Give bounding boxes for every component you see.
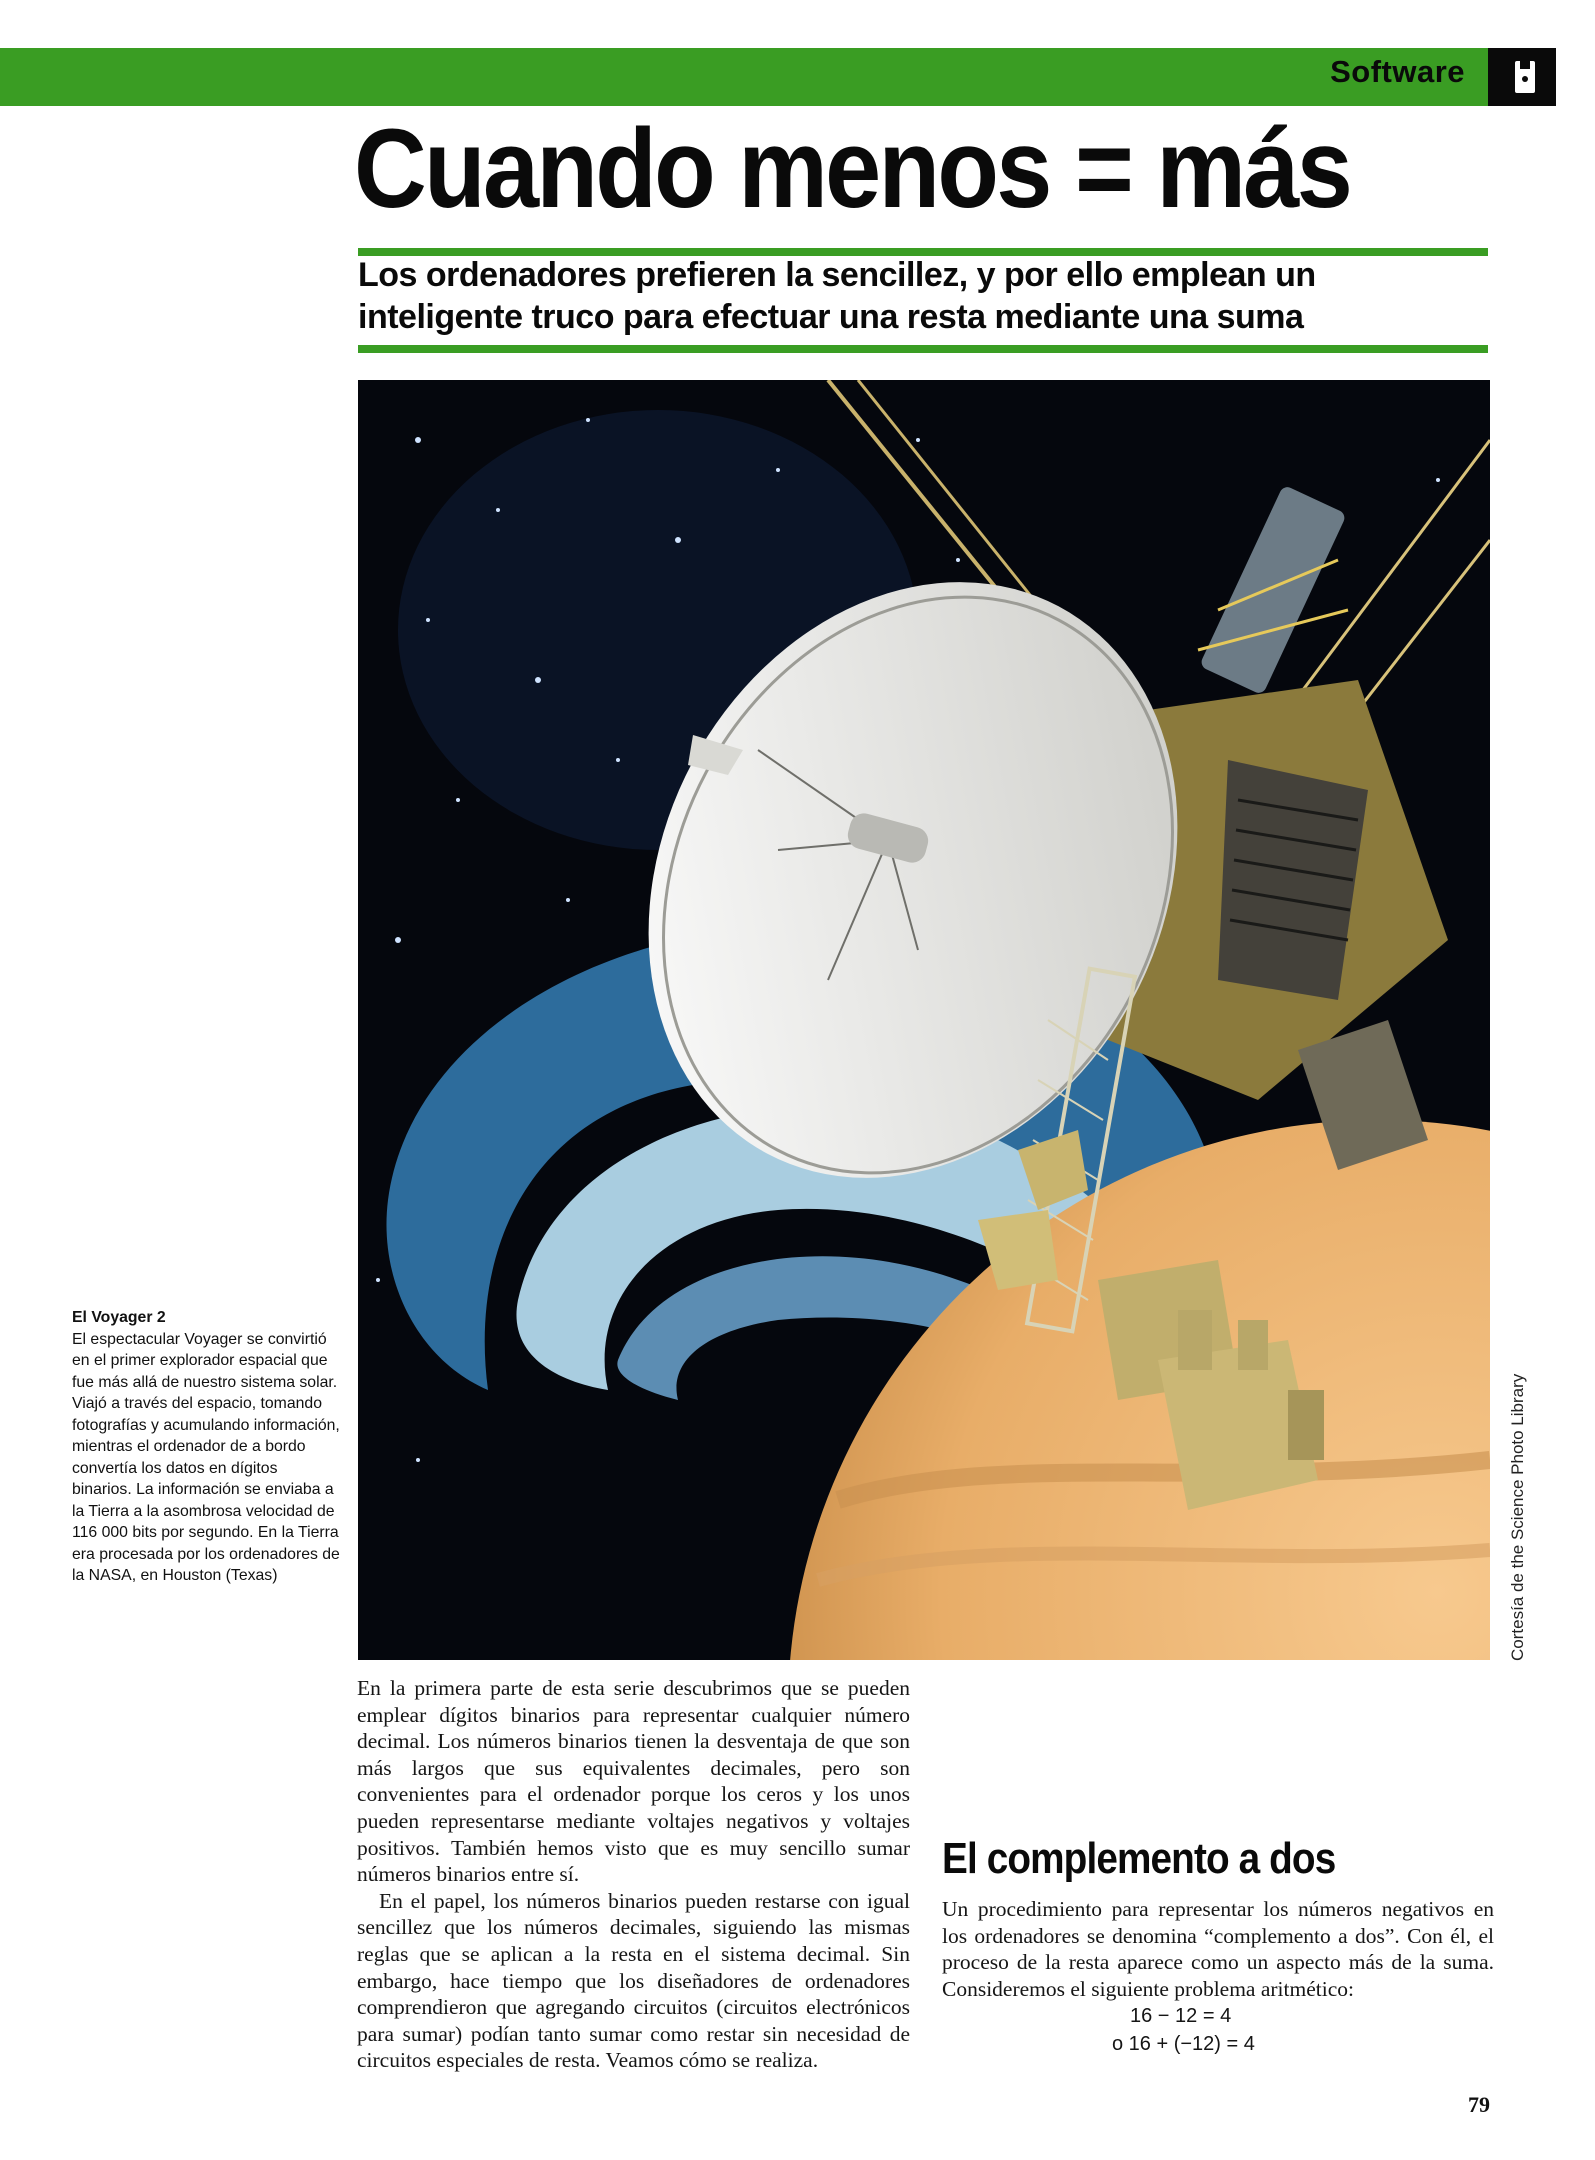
math-line: o 16 + (−12) = 4 xyxy=(1112,2033,1255,2056)
body-paragraph: En la primera parte de esta serie descubrimos que se pueden emplear dígitos binarios para representar cualquier número decimal. Los números binarios tienen la desventaja de que son más largos que sus equivalentes decimales, pero son convenientes para el ordenador porque los ceros y los unos pueden representarse mediante voltajes negativos y voltajes positivos. También hemos visto que es muy sencillo sumar números binarios entre sí. xyxy=(357,1676,910,1887)
body-paragraph: En el papel, los números binarios pueden restarse con igual sencillez que los números decimales, siguiendo las mismas reglas que se aplican a la resta en el sistema decimal. Sin embargo, hace tiempo que los diseñadores de ordenadores comprendieron que agregando circuitos (circuitos electrónicos para sumar) podían tanto sumar como restar sin necesidad de circuitos especiales de resta. Veamos cómo se realiza. xyxy=(357,1888,910,2073)
body-column-left xyxy=(357,1675,910,2074)
caption-text: El espectacular Voyager se convirtió en el primer explorador espacial que fue más allá de nuestro sistema solar. Viajó a través del espacio, tomando fotografías y acumulando información, mientras el ordenador de a bordo convertía los datos en dígitos binarios. La información se enviaba a la Tierra a la asombrosa velocidad de 116 000 bits por segundo. En la Tierra era procesada por los ordenadores de la NASA, en Houston (Texas) xyxy=(72,1330,340,1584)
subtitle-rule-bottom xyxy=(358,345,1488,353)
column-continuation-space xyxy=(942,1675,1494,1782)
photo-caption xyxy=(72,1307,340,1587)
bookmark-icon xyxy=(1488,48,1556,106)
photo-credit: Cortesía de the Science Photo Library xyxy=(1508,1373,1527,1661)
section-label: Software xyxy=(1330,54,1465,89)
voyager-photo xyxy=(358,380,1490,1660)
caption-title: El Voyager 2 xyxy=(72,1309,166,1326)
body-column-right xyxy=(942,1675,1494,2058)
section-header-bar xyxy=(0,48,1488,106)
math-line: 16 − 12 = 4 xyxy=(1130,2005,1232,2028)
page-number: 79 xyxy=(1468,2092,1490,2117)
body-paragraph: Un procedimiento para representar los números negativos en los ordenadores se denomina “complemento a dos”. Con él, el proceso de la resta aparece como un aspecto más de la suma. Consideremos el siguiente problema aritmético: xyxy=(942,1897,1494,2001)
page-title: Cuando menos = más xyxy=(354,106,1351,231)
section-subheading: El complemento a dos xyxy=(942,1834,1336,1883)
arithmetic-example xyxy=(1112,2002,1494,2058)
subtitle: Los ordenadores prefieren la sencillez, y por ello emplean un inteligente truco para efectuar una resta mediante una suma xyxy=(358,256,1316,336)
